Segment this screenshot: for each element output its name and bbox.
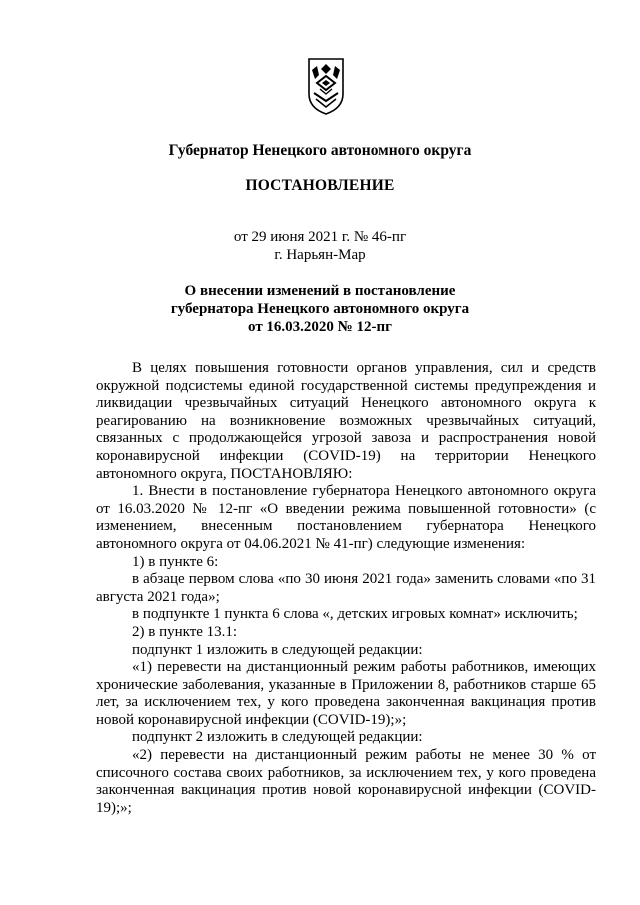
body-paragraph: «2) перевести на дистанционный режим работы не менее 30 % от списочного состава своих работников, за исключением тех, у кого проведена законченная вакцинация против новой коронавирусной инфекции (COVID-19);»; [96,747,596,816]
body-paragraph: 1) в пункте 6: [132,553,219,570]
document-city: г. Нарьян-Мар [274,247,366,263]
body-paragraph: в абзаце первом слова «по 30 июня 2021 года» заменить словами «по 31 августа 2021 года»; [96,571,596,605]
subject-line: от 16.03.2020 № 12-пг [248,319,392,335]
subject-line: губернатора Ненецкого автономного округа [170,301,470,317]
body-paragraph: 2) в пункте 13.1: [132,623,238,640]
body-paragraph: В целях повышения готовности органов управления, сил и средств окружной подсистемы единой государственной системы предупреждения и ликвидации чрезвычайных ситуаций Ненецкого автономного округа к реагированию на возникновение возможных чрезвычайных ситуаций, связанных с продолжающейся угрозой завоза и распространения новой коронавирусной инфекции (COVID-19) на территории Ненецкого автономного округа, ПОСТАНОВЛЯЮ: [96,360,596,482]
document-type: ПОСТАНОВЛЕНИЕ [245,177,395,194]
subject-line: О внесении изменений в постановление [184,283,456,299]
document-subject [0,282,640,336]
document-date-number: от 29 июня 2021 г. № 46-пг [233,229,407,245]
document-body [96,360,596,817]
nenets-coat-of-arms-icon [306,56,346,116]
body-paragraph: «1) перевести на дистанционный режим работы работников, имеющих хронические заболевания, указанные в Приложении 8, работников старше 65 лет, за исключением тех, у кого проведена законченная вакцинация против новой коронавирусной инфекции (COVID-19);»; [96,659,596,728]
body-paragraph: в подпункте 1 пункта 6 слова «, детских игровых комнат» исключить; [132,606,578,623]
body-paragraph: 1. Внести в постановление губернатора Ненецкого автономного округа от 16.03.2020 № 12-пг «О введении режима повышенной готовности» (с изменением, внесенным постановлением губернатора Ненецкого автономного округа от 04.06.2021 № 41-пг) следующие изменения: [96,483,596,552]
body-paragraph: подпункт 2 изложить в следующей редакции: [132,729,423,746]
issuing-authority: Губернатор Ненецкого автономного округа [168,142,472,159]
body-paragraph: подпункт 1 изложить в следующей редакции: [132,641,423,658]
